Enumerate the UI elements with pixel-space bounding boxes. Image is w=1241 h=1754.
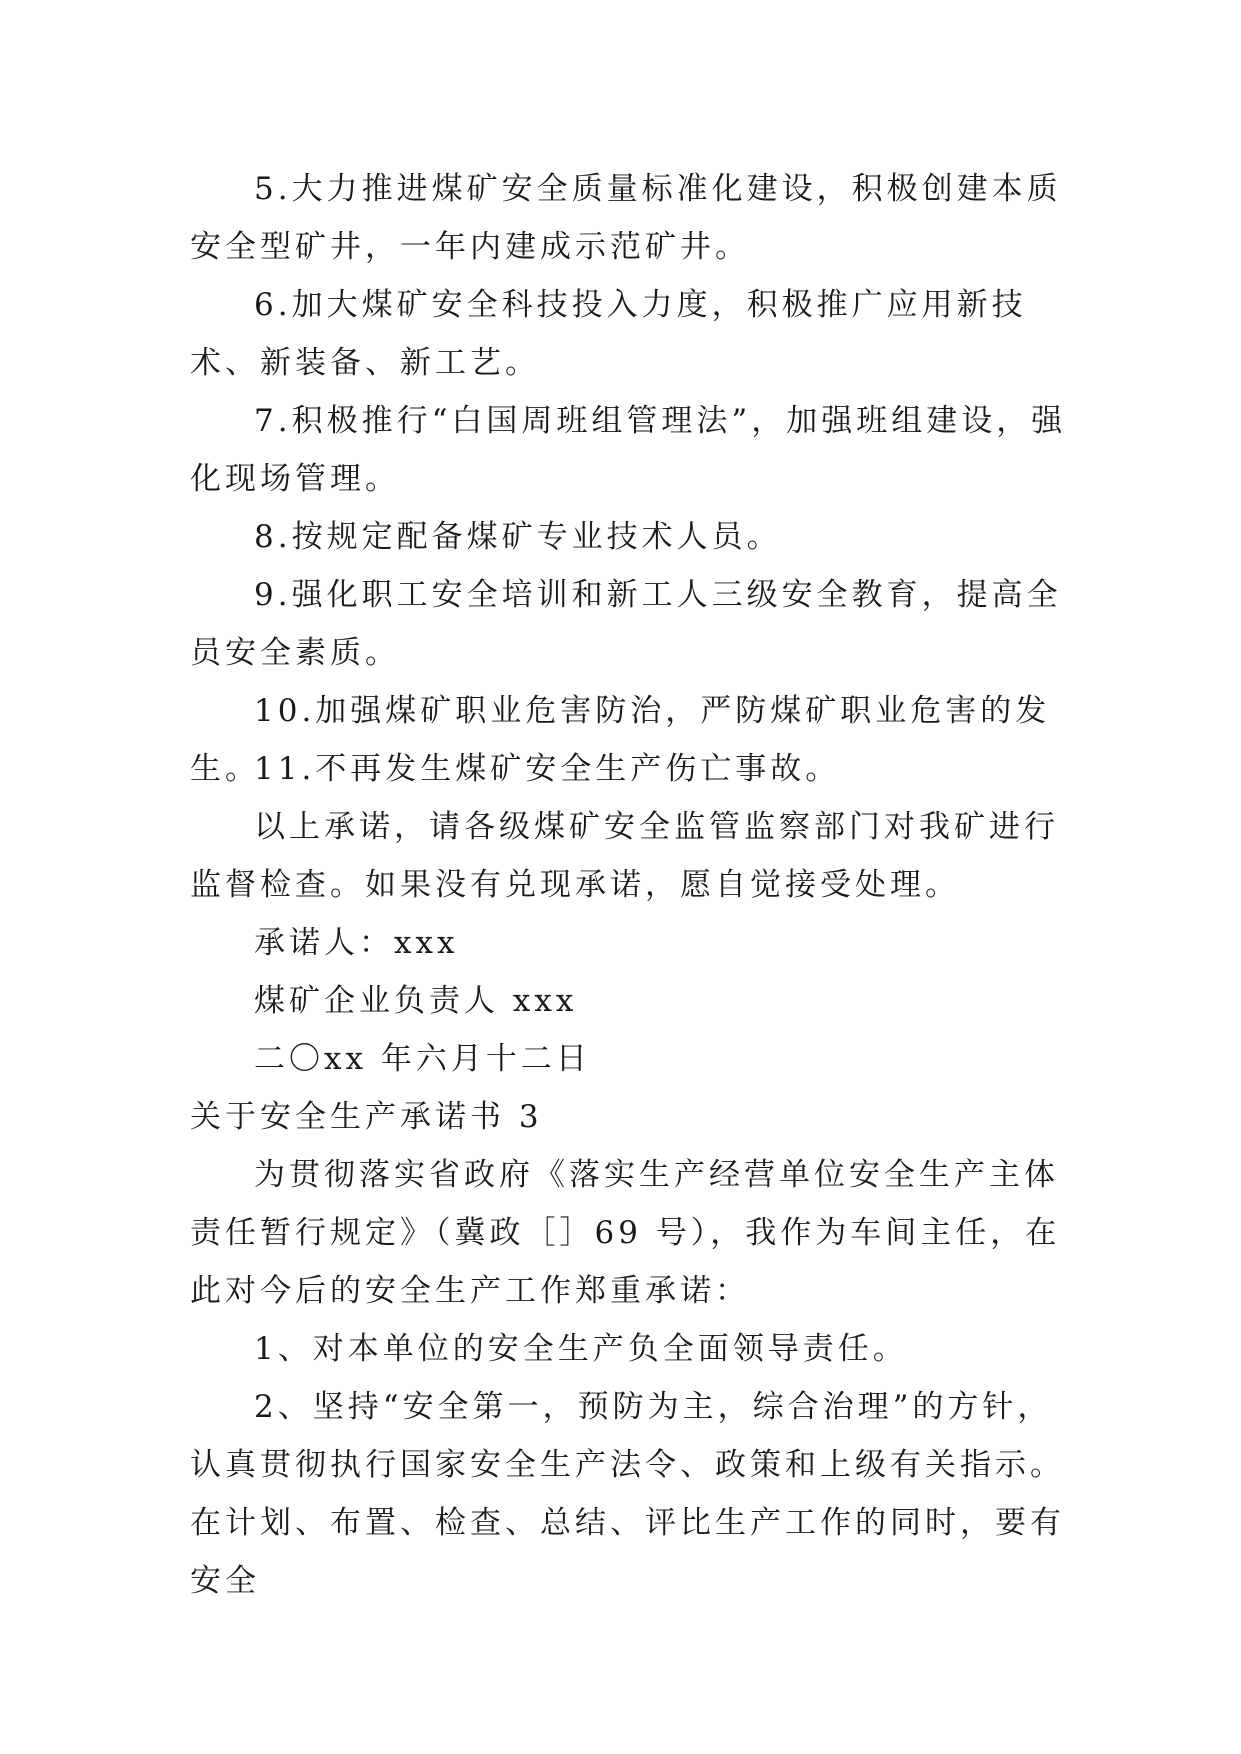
paragraph-item-7: 7.积极推行“白国周班组管理法”，加强班组建设，强化现场管理。 <box>190 403 1067 497</box>
paragraph-item-5: 5.大力推进煤矿安全质量标准化建设，积极创建本质安全型矿井，一年内建成示范矿井。 <box>190 171 1062 265</box>
paragraph-item-11: 11.不再发生煤矿安全生产伤亡事故。 <box>254 751 841 787</box>
paragraph-item-6: 6.加大煤矿安全科技投入力度，积极推广应用新技术、新装备、新工艺。 <box>190 287 1027 381</box>
commitment-item-1: 1、对本单位的安全生产负全面领导责任。 <box>254 1331 908 1367</box>
paragraph-item-9: 9.强化职工安全培训和新工人三级安全教育，提高全员安全素质。 <box>190 577 1062 671</box>
promiser-line: 承诺人：xxx <box>254 925 459 961</box>
intro-paragraph: 为贯彻落实省政府《落实生产经营单位安全生产主体责任暂行规定》（冀政［］69 号），我作为车间主任，在此对今后的安全生产工作郑重承诺： <box>190 1157 1061 1309</box>
paragraph-item-8: 8.按规定配备煤矿专业技术人员。 <box>254 519 782 555</box>
date-line: 二〇xx 年六月十二日 <box>254 1041 591 1077</box>
paragraph-item-10: 10.加强煤矿职业危害防治，严防煤矿职业危害的发生。 <box>190 693 1051 787</box>
section-title: 关于安全生产承诺书 3 <box>190 1099 543 1135</box>
commitment-closing: 以上承诺，请各级煤矿安全监管监察部门对我矿进行监督检查。如果没有兑现承诺，愿自觉接受处理。 <box>190 809 1059 903</box>
responsible-person-line: 煤矿企业负责人 xxx <box>254 983 578 1019</box>
commitment-item-2: 2、坚持“安全第一，预防为主，综合治理”的方针，认真贯彻执行国家安全生产法令、政策和上级有关指示。在计划、布置、检查、总结、评比生产工作的同时，要有安全 <box>190 1389 1065 1599</box>
